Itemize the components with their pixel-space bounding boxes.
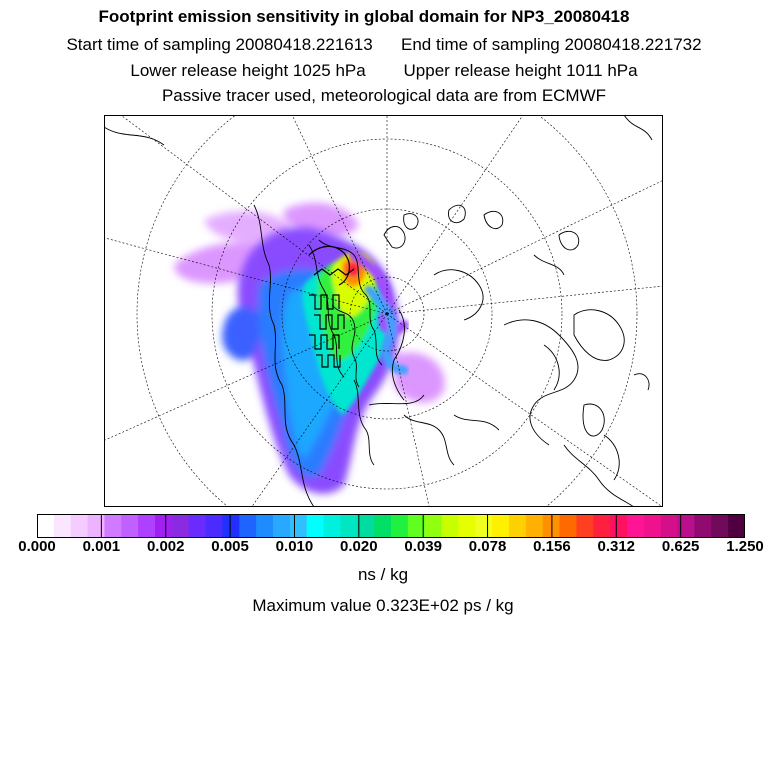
colorbar-cell <box>391 514 408 538</box>
colorbar-cell <box>222 514 239 538</box>
colorbar-cell <box>357 514 374 538</box>
colorbar-cell <box>104 514 121 538</box>
colorbar-cell <box>307 514 324 538</box>
colorbar-tick-label: 0.005 <box>211 538 249 555</box>
colorbar-cell <box>576 514 593 538</box>
colorbar-cell <box>256 514 273 538</box>
tracer-info: Passive tracer used, meteorological data are from ECMWF <box>161 86 607 105</box>
plot-title: Footprint emission sensitivity in global domain for NP3_20080418 <box>98 7 630 26</box>
colorbar-cell <box>560 514 577 538</box>
colorbar-tick-label: 0.312 <box>597 538 636 555</box>
start-time: Start time of sampling 20080418.221613 <box>66 35 373 54</box>
colorbar-cell <box>509 514 526 538</box>
colorbar-cell <box>492 514 509 538</box>
colorbar-tick-label: 0.039 <box>404 538 442 555</box>
colorbar-cell <box>172 514 189 538</box>
colorbar-cell <box>155 514 172 538</box>
colorbar-cell <box>728 514 745 538</box>
colorbar-cell <box>526 514 543 538</box>
colorbar-tick-label: 0.000 <box>18 538 56 555</box>
end-time: End time of sampling 20080418.221732 <box>401 35 702 54</box>
release-heights <box>0 61 768 81</box>
colorbar-tick-label: 1.250 <box>726 538 764 555</box>
colorbar-cell <box>694 514 711 538</box>
colorbar-cell <box>593 514 610 538</box>
colorbar-cell <box>54 514 71 538</box>
colorbar-cell <box>644 514 661 538</box>
sampling-times <box>0 35 768 55</box>
colorbar-tick-label: 0.001 <box>82 538 121 555</box>
colorbar-cell <box>324 514 341 538</box>
colorbar-cell <box>206 514 223 538</box>
colorbar-tick-label: 0.002 <box>146 538 185 555</box>
colorbar-cell <box>711 514 728 538</box>
colorbar-cell <box>273 514 290 538</box>
colorbar-cell <box>627 514 644 538</box>
colorbar-cell <box>189 514 206 538</box>
colorbar-cell <box>138 514 155 538</box>
colorbar-cell <box>442 514 459 538</box>
colorbar-cell <box>610 514 627 538</box>
colorbar-tick-label: 0.078 <box>468 538 507 555</box>
colorbar-cell <box>290 514 307 538</box>
colorbar-tick-label: 0.625 <box>661 538 700 555</box>
colorbar-cell <box>458 514 475 538</box>
maximum-value: Maximum value 0.323E+02 ps / kg <box>252 596 514 615</box>
colorbar-cell <box>374 514 391 538</box>
colorbar-cell <box>340 514 357 538</box>
colorbar-cell <box>661 514 678 538</box>
colorbar <box>37 514 745 538</box>
upper-release-height: Upper release height 1011 hPa <box>403 61 638 80</box>
colorbar-cell <box>71 514 88 538</box>
lower-release-height: Lower release height 1025 hPa <box>130 61 366 80</box>
colorbar-cell <box>425 514 442 538</box>
colorbar-cell <box>475 514 492 538</box>
colorbar-cell <box>239 514 256 538</box>
colorbar-cell <box>121 514 138 538</box>
colorbar-cell <box>37 514 54 538</box>
colorbar-tick-label: 0.010 <box>275 538 314 555</box>
colorbar-cell <box>88 514 105 538</box>
colorbar-tick-label: 0.020 <box>340 538 378 555</box>
colorbar-tick-label: 0.156 <box>533 538 571 555</box>
polar-map <box>104 115 663 507</box>
colorbar-units: ns / kg <box>357 565 409 584</box>
